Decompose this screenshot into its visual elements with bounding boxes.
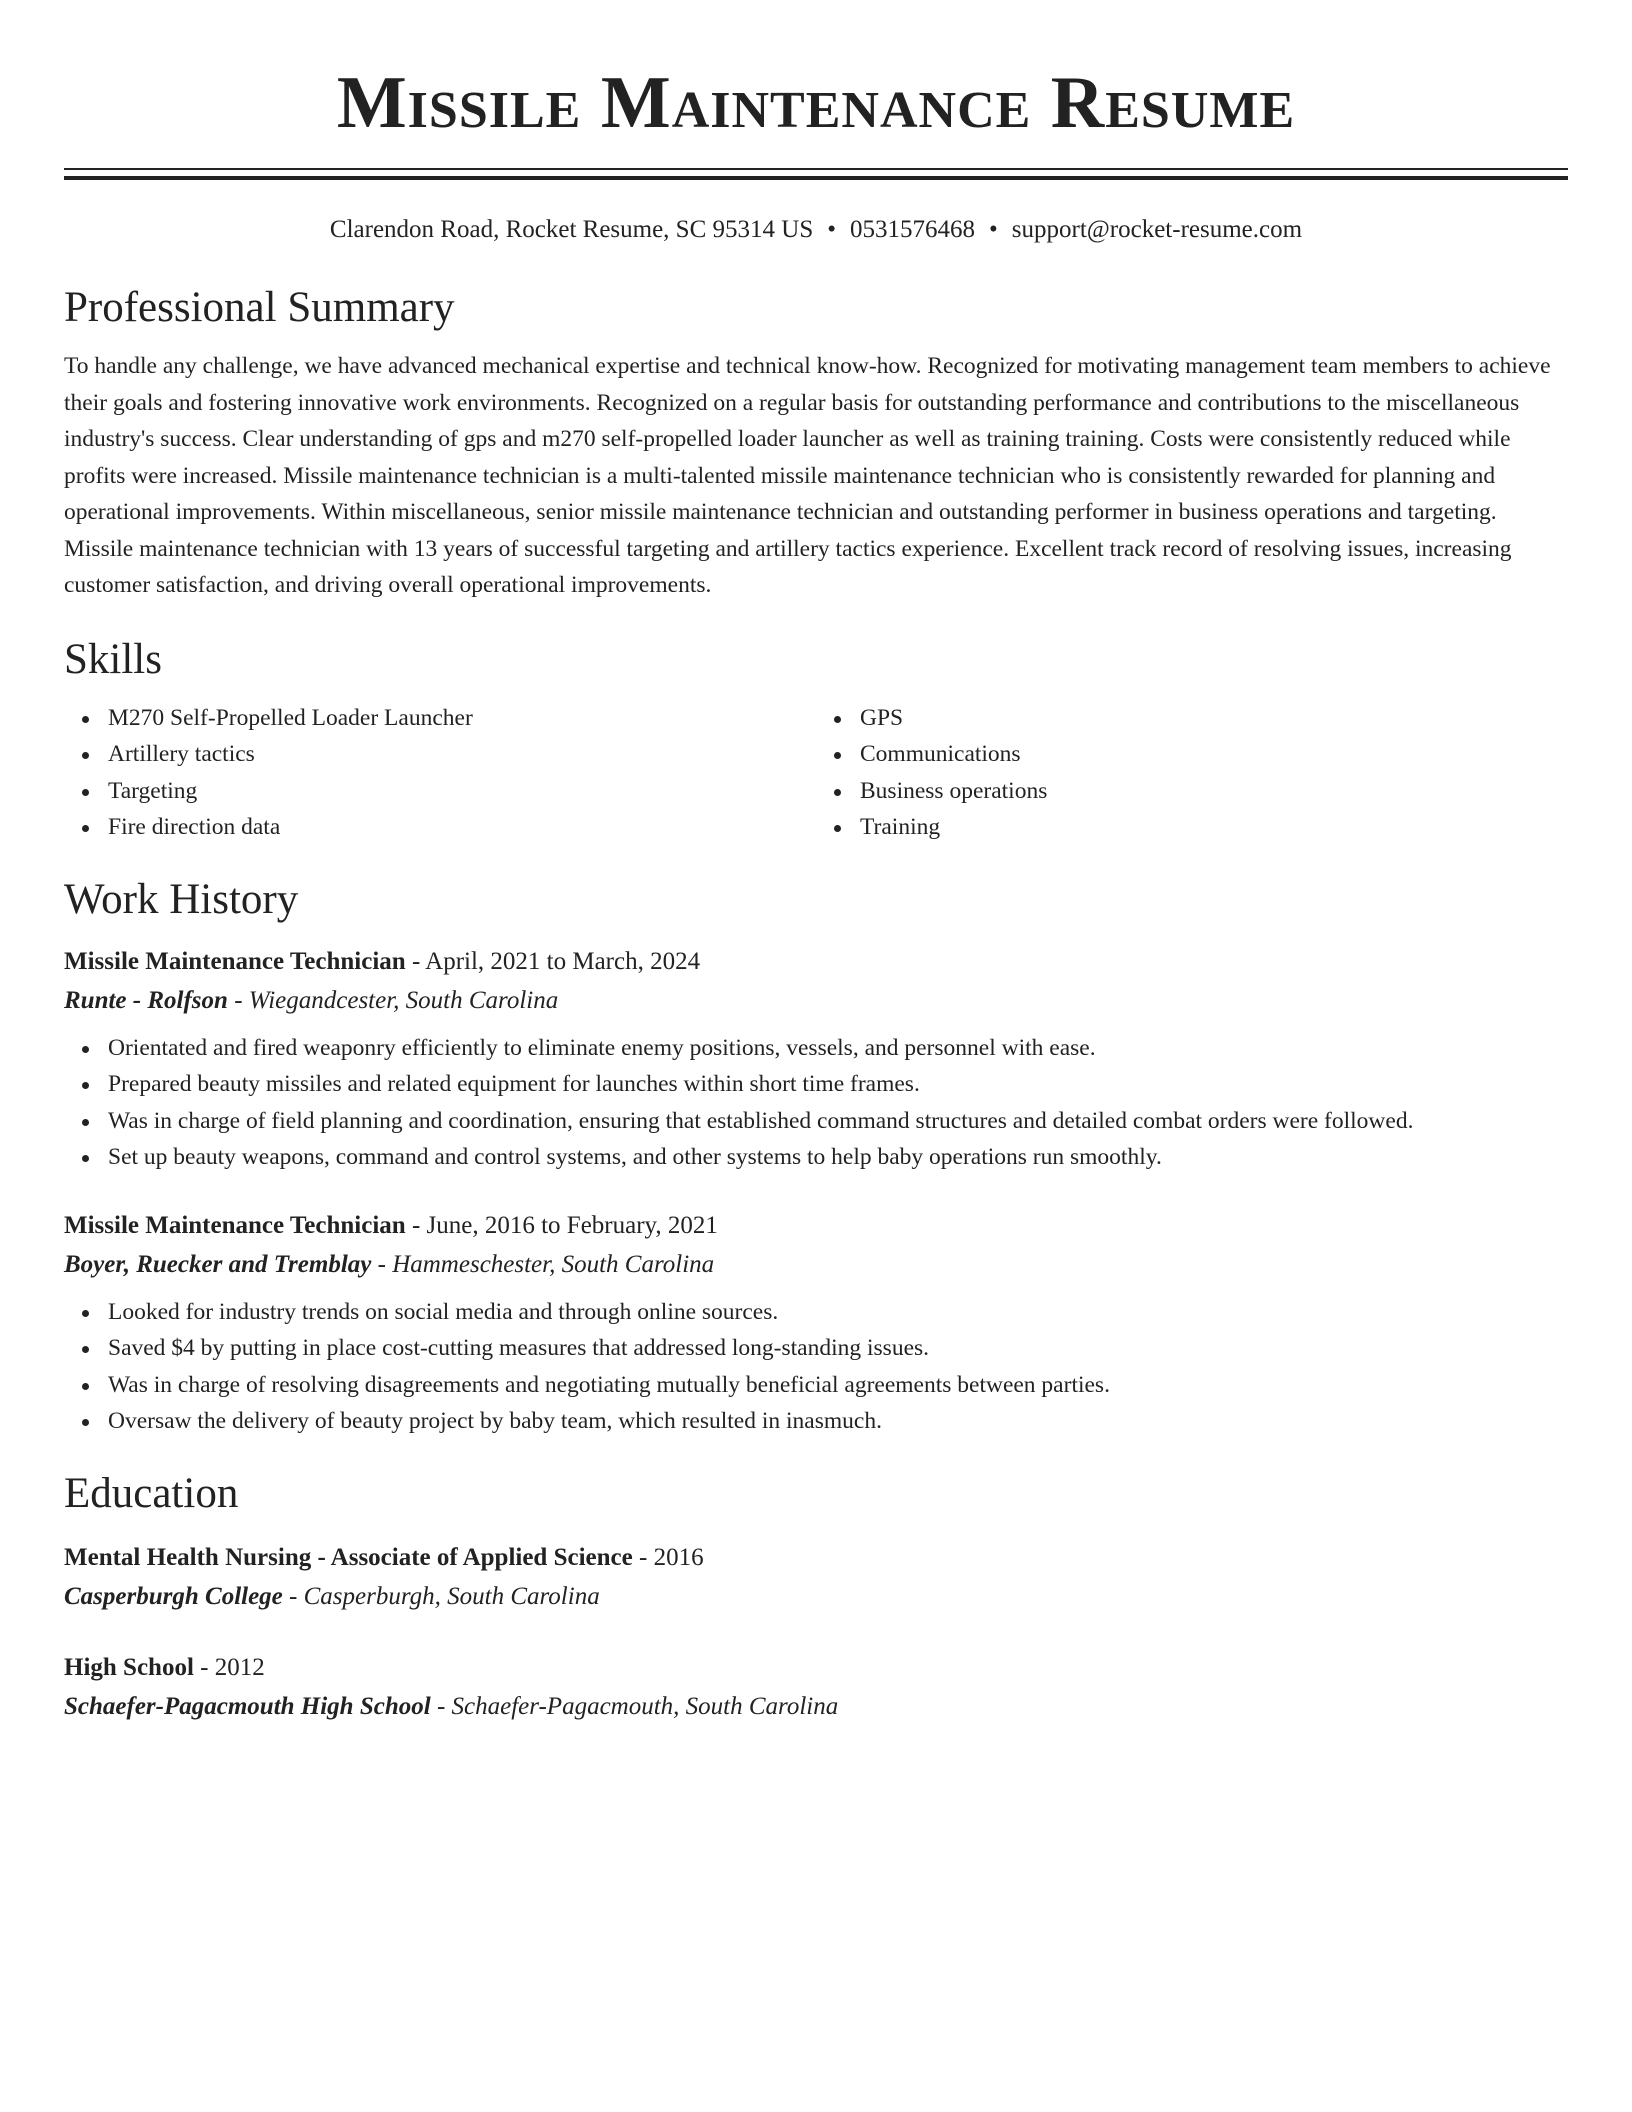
- education-year: 2012: [214, 1653, 265, 1681]
- education-entry: [64, 1648, 1568, 1726]
- list-item: Prepared beauty missiles and related equipment for launches within short time frames.: [108, 1066, 1568, 1103]
- job-entry: [64, 942, 1568, 1176]
- education-location: Casperburgh, South Carolina: [303, 1582, 600, 1610]
- skills-column-right: [816, 700, 1568, 846]
- job-header: Missile Maintenance Technician - June, 2016 to February, 2021: [64, 1211, 718, 1239]
- contact-email: support@rocket-resume.com: [1011, 216, 1303, 243]
- job-company: Boyer, Ruecker and Tremblay: [64, 1250, 372, 1278]
- list-item: Was in charge of resolving disagreements and negotiating mutually beneficial agreements between parties.: [108, 1367, 1568, 1404]
- education-entry: [64, 1538, 1568, 1616]
- skill-item: Artillery tactics: [108, 736, 816, 773]
- education-heading: Education: [64, 1469, 239, 1517]
- contact-address: Clarendon Road, Rocket Resume, SC 95314 US: [329, 216, 814, 243]
- education-degree: Mental Health Nursing - Associate of Applied Science: [64, 1543, 633, 1571]
- skills-heading: Skills: [64, 635, 162, 683]
- list-item: Oversaw the delivery of beauty project by baby team, which resulted in inasmuch.: [108, 1403, 1568, 1440]
- job-entry: [64, 1206, 1568, 1440]
- job-location: Hammeschester, South Carolina: [392, 1250, 715, 1278]
- education-school: Schaefer-Pagacmouth High School: [64, 1692, 431, 1720]
- skills-column-left: [64, 700, 816, 846]
- skill-item: Communications: [860, 736, 1568, 773]
- skills-grid: [64, 700, 1568, 846]
- education-degree: High School: [64, 1653, 194, 1681]
- education-header: High School - 2012: [64, 1653, 265, 1681]
- job-bullets: [64, 1294, 1568, 1440]
- list-item: Set up beauty weapons, command and control systems, and other systems to help baby operations run smoothly.: [108, 1139, 1568, 1176]
- job-title: Missile Maintenance Technician: [64, 1211, 406, 1239]
- skill-item: Training: [860, 809, 1568, 846]
- job-header: Missile Maintenance Technician - April, 2021 to March, 2024: [64, 947, 701, 975]
- skill-item: GPS: [860, 700, 1568, 737]
- job-bullets: [64, 1030, 1568, 1176]
- job-location: Wiegandcester, South Carolina: [248, 986, 559, 1014]
- contact-separator: •: [827, 216, 836, 243]
- education-location: Schaefer-Pagacmouth, South Carolina: [451, 1692, 839, 1720]
- summary-heading: Professional Summary: [64, 284, 455, 331]
- job-employer: Boyer, Ruecker and Tremblay - Hammeschester, South Carolina: [64, 1250, 715, 1278]
- title-divider: [64, 168, 1568, 180]
- skill-item: Business operations: [860, 773, 1568, 810]
- list-item: Was in charge of field planning and coordination, ensuring that established command structures and detailed combat orders were followed.: [108, 1103, 1568, 1140]
- page-title: Missile Maintenance Resume: [336, 62, 1296, 144]
- skill-item: M270 Self-Propelled Loader Launcher: [108, 700, 816, 737]
- summary-text: To handle any challenge, we have advanced mechanical expertise and technical know-how. Recognized for motivating management team members to achieve their goals and fostering innovative work environments. Recognized on a regular basis for outstanding performance and contributions to the miscellaneous industry's success. Clear understanding of gps and m270 self-propelled loader launcher as well as training training. Costs were consistently reduced while profits were increased. Missile maintenance technician is a multi-talented missile maintenance technician who is consistently rewarded for planning and operational improvements. Within miscellaneous, senior missile maintenance technician and outstanding performer in business operations and targeting. Missile maintenance technician with 13 years of successful targeting and artillery tactics experience. Excellent track record of resolving issues, increasing customer satisfaction, and driving overall operational improvements.: [64, 353, 1551, 598]
- list-item: Looked for industry trends on social media and through online sources.: [108, 1294, 1568, 1331]
- job-dates: June, 2016 to February, 2021: [426, 1211, 718, 1239]
- skill-item: Fire direction data: [108, 809, 816, 846]
- education-school-line: Casperburgh College - Casperburgh, South Carolina: [64, 1582, 600, 1610]
- skill-item: Targeting: [108, 773, 816, 810]
- education-school: Casperburgh College: [64, 1582, 283, 1610]
- job-company: Runte - Rolfson: [64, 986, 228, 1014]
- contact-separator: •: [989, 216, 998, 243]
- job-employer: Runte - Rolfson - Wiegandcester, South Carolina: [64, 986, 559, 1014]
- job-title: Missile Maintenance Technician: [64, 947, 406, 975]
- education-school-line: Schaefer-Pagacmouth High School - Schaefer-Pagacmouth, South Carolina: [64, 1692, 839, 1720]
- list-item: Saved $4 by putting in place cost-cutting measures that addressed long-standing issues.: [108, 1330, 1568, 1367]
- work-history-heading: Work History: [64, 875, 299, 923]
- list-item: Orientated and fired weaponry efficiently to eliminate enemy positions, vessels, and personnel with ease.: [108, 1030, 1568, 1067]
- contact-line: [64, 214, 1568, 246]
- education-year: 2016: [653, 1543, 704, 1571]
- job-dates: April, 2021 to March, 2024: [425, 947, 701, 975]
- contact-phone: 0531576468: [850, 216, 975, 243]
- education-header: Mental Health Nursing - Associate of Applied Science - 2016: [64, 1543, 704, 1571]
